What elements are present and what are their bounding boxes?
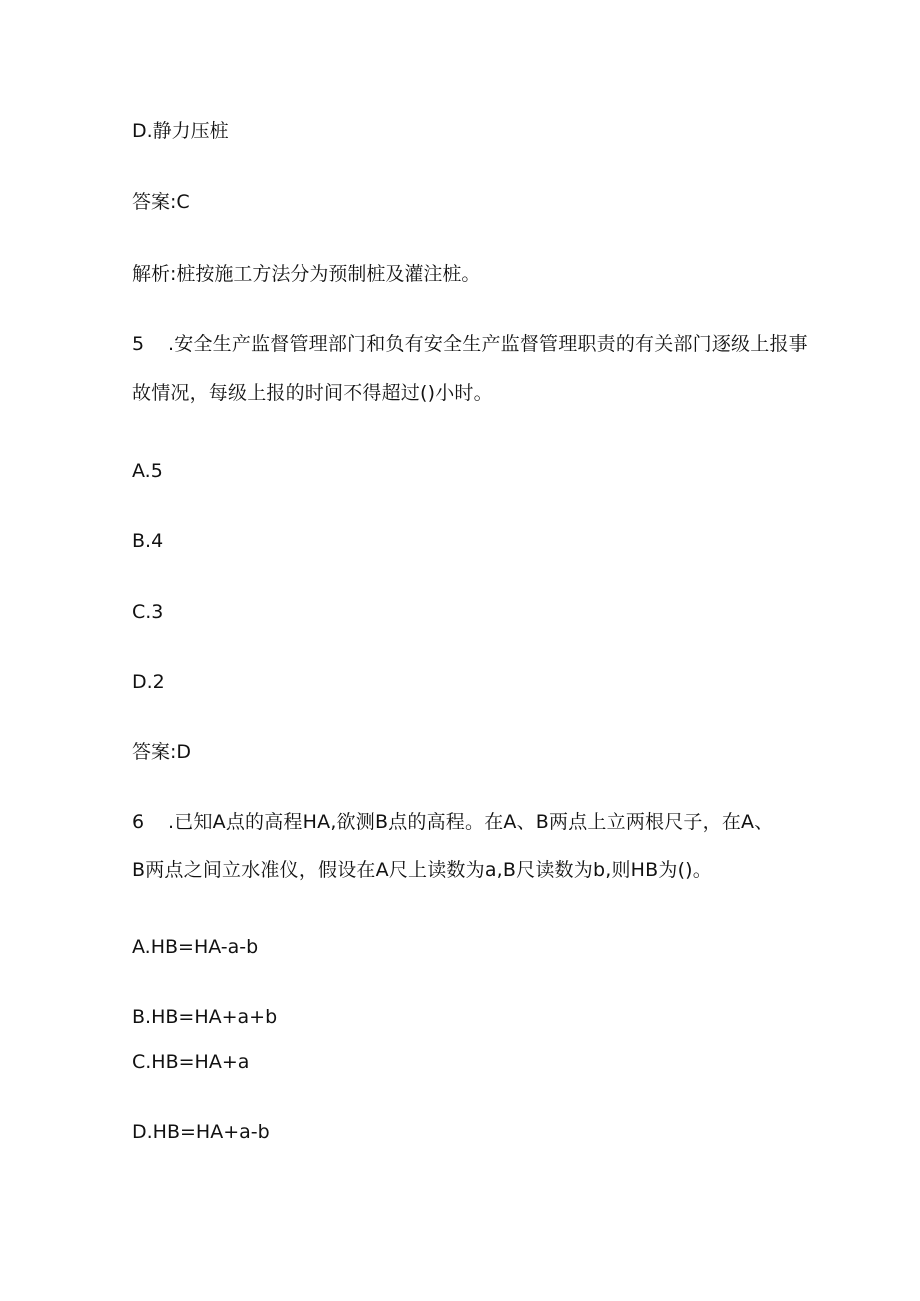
q6-stem-line-1 [132,810,773,834]
q6-number: 6 [132,811,145,833]
q4-analysis: 解析:桩按施工方法分为预制桩及灌注桩。 [132,263,481,285]
q5-answer: 答案:D [132,741,192,763]
q6-option-c: C.HB=HA+a [132,1051,250,1073]
q5-stem-line-1 [132,332,808,356]
q6-option-a: A.HB=HA-a-b [132,936,259,958]
q4-answer: 答案:C [132,191,190,213]
q5-option-a: A.5 [132,460,163,482]
q5-option-c: C.3 [132,601,164,623]
q5-number: 5 [132,333,145,355]
q5-stem-line-2: 故情况，每级上报的时间不得超过()小时。 [132,382,493,404]
q5-option-d: D.2 [132,671,165,693]
q6-stem-line-2: B两点之间立水准仪，假设在A尺上读数为a,B尺读数为b,则HB为()。 [132,859,712,881]
q4-option-d: D.静力压桩 [132,120,229,142]
q5-option-b: B.4 [132,530,164,552]
q6-option-b: B.HB=HA+a+b [132,1006,278,1028]
q5-stem-text-1: .安全生产监督管理部门和负有安全生产监督管理职责的有关部门逐级上报事 [168,333,808,355]
q6-stem-text-1: .已知A点的高程HA,欲测B点的高程。在A、B两点上立两根尺子，在A、 [168,811,774,833]
q6-option-d: D.HB=HA+a-b [132,1121,270,1143]
